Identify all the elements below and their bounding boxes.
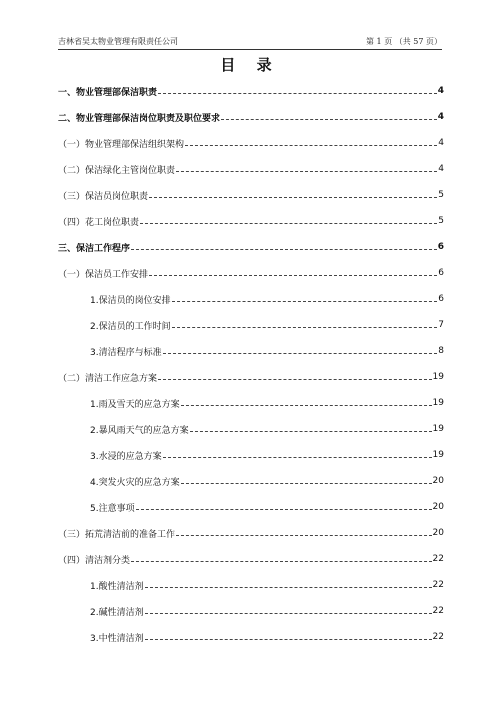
toc-dot-leader <box>149 197 437 198</box>
toc-entry[interactable] <box>58 130 444 156</box>
page-number-info: 第 1 页 （共 57 页） <box>366 37 442 46</box>
toc-page-number: 4 <box>438 164 444 174</box>
toc-dot-leader <box>163 353 438 354</box>
toc-page-number: 4 <box>437 112 444 122</box>
toc-entry-text: （四）花工岗位职责 <box>58 217 140 228</box>
toc-entry-text: 3.中性清洁剂 <box>90 633 144 644</box>
page-header <box>58 36 442 50</box>
toc-entry-text: （二）保洁绿化主管岗位职责 <box>58 165 176 176</box>
toc-page-number: 4 <box>437 86 444 96</box>
toc-page-number: 22 <box>432 580 444 590</box>
toc-entry[interactable] <box>58 624 444 650</box>
toc-dot-leader <box>181 483 432 484</box>
toc-entry-text: 5.注意事项 <box>90 503 135 514</box>
toc-page-number: 20 <box>432 502 444 512</box>
toc-dot-leader <box>131 249 437 250</box>
toc-entry[interactable] <box>58 78 444 104</box>
toc-page-number: 6 <box>438 268 444 278</box>
company-name: 吉林省吴太物业管理有限责任公司 <box>58 37 178 46</box>
toc-entry[interactable] <box>58 520 444 546</box>
toc-dot-leader <box>172 301 438 302</box>
toc-page-number: 22 <box>432 632 444 642</box>
toc-dot-leader <box>145 639 432 640</box>
toc-entry-text: 三、保洁工作程序 <box>58 243 131 254</box>
toc-entry-text: 4.突发火灾的应急方案 <box>90 477 180 488</box>
toc-entry[interactable] <box>58 208 444 234</box>
toc-entry-text: （二）清洁工作应急方案 <box>58 373 158 384</box>
toc-page-number: 5 <box>438 216 444 226</box>
toc-page-number: 22 <box>432 554 444 564</box>
toc-dot-leader <box>158 93 437 94</box>
toc-dot-leader <box>176 171 437 172</box>
toc-dot-leader <box>172 327 438 328</box>
toc-dot-leader <box>140 223 437 224</box>
toc-dot-leader <box>158 379 432 380</box>
toc-entry[interactable] <box>58 416 444 442</box>
toc-entry[interactable] <box>58 338 444 364</box>
toc-page-number: 19 <box>432 424 444 434</box>
toc-page-number: 19 <box>432 450 444 460</box>
toc-dot-leader <box>181 405 432 406</box>
toc-entry-text: （一）物业管理部保洁组织架构 <box>58 139 185 150</box>
toc-page-number: 20 <box>432 476 444 486</box>
toc-entry-text: 二、物业管理部保洁岗位职责及职位要求 <box>58 113 221 124</box>
toc-dot-leader <box>190 431 432 432</box>
toc-entry-text: 1.保洁员的岗位安排 <box>90 295 171 306</box>
toc-entry[interactable] <box>58 156 444 182</box>
toc-entry[interactable] <box>58 260 444 286</box>
toc-entry-text: 1.酸性清洁剂 <box>90 581 144 592</box>
toc-entry[interactable] <box>58 546 444 572</box>
toc-entry[interactable] <box>58 364 444 390</box>
toc-entry[interactable] <box>58 286 444 312</box>
toc-dot-leader <box>145 587 432 588</box>
toc-dot-leader <box>163 457 432 458</box>
toc-page-number: 6 <box>438 294 444 304</box>
toc-page-number: 4 <box>438 138 444 148</box>
toc-entry-text: （三）拓荒清洁前的准备工作 <box>58 529 176 540</box>
toc-page-number: 19 <box>432 398 444 408</box>
toc-dot-leader <box>185 145 437 146</box>
toc-page-number: 7 <box>438 320 444 330</box>
toc-entry[interactable] <box>58 182 444 208</box>
toc-entry[interactable] <box>58 234 444 260</box>
toc-entry[interactable] <box>58 468 444 494</box>
toc-entry[interactable] <box>58 572 444 598</box>
toc-page-number: 20 <box>432 528 444 538</box>
toc-entry-text: （一）保洁员工作安排 <box>58 269 149 280</box>
toc-entry-text: 2.保洁员的工作时间 <box>90 321 171 332</box>
toc-dot-leader <box>136 509 432 510</box>
toc-entry[interactable] <box>58 494 444 520</box>
toc-entry-text: 3.清洁程序与标准 <box>90 347 162 358</box>
toc-entry-text: 一、物业管理部保洁职责 <box>58 87 158 98</box>
table-of-contents <box>58 78 444 650</box>
toc-page-number: 22 <box>432 606 444 616</box>
toc-entry[interactable] <box>58 598 444 624</box>
toc-entry-text: 2.暴风雨天气的应急方案 <box>90 425 189 436</box>
toc-page-number: 19 <box>432 372 444 382</box>
toc-dot-leader <box>221 119 437 120</box>
toc-dot-leader <box>176 535 432 536</box>
toc-entry[interactable] <box>58 442 444 468</box>
toc-dot-leader <box>145 613 432 614</box>
toc-entry[interactable] <box>58 104 444 130</box>
toc-dot-leader <box>131 561 432 562</box>
toc-page-number: 8 <box>438 346 444 356</box>
toc-entry[interactable] <box>58 312 444 338</box>
toc-page-number: 5 <box>438 190 444 200</box>
toc-page-number: 6 <box>437 242 444 252</box>
toc-title: 目 录 <box>220 56 280 74</box>
toc-dot-leader <box>149 275 437 276</box>
toc-entry-text: （四）清洁剂分类 <box>58 555 131 566</box>
toc-entry-text: （三）保洁员岗位职责 <box>58 191 149 202</box>
toc-entry-text: 3.水浸的应急方案 <box>90 451 162 462</box>
toc-entry-text: 1.雨及雪天的应急方案 <box>90 399 180 410</box>
toc-entry-text: 2.碱性清洁剂 <box>90 607 144 618</box>
toc-entry[interactable] <box>58 390 444 416</box>
